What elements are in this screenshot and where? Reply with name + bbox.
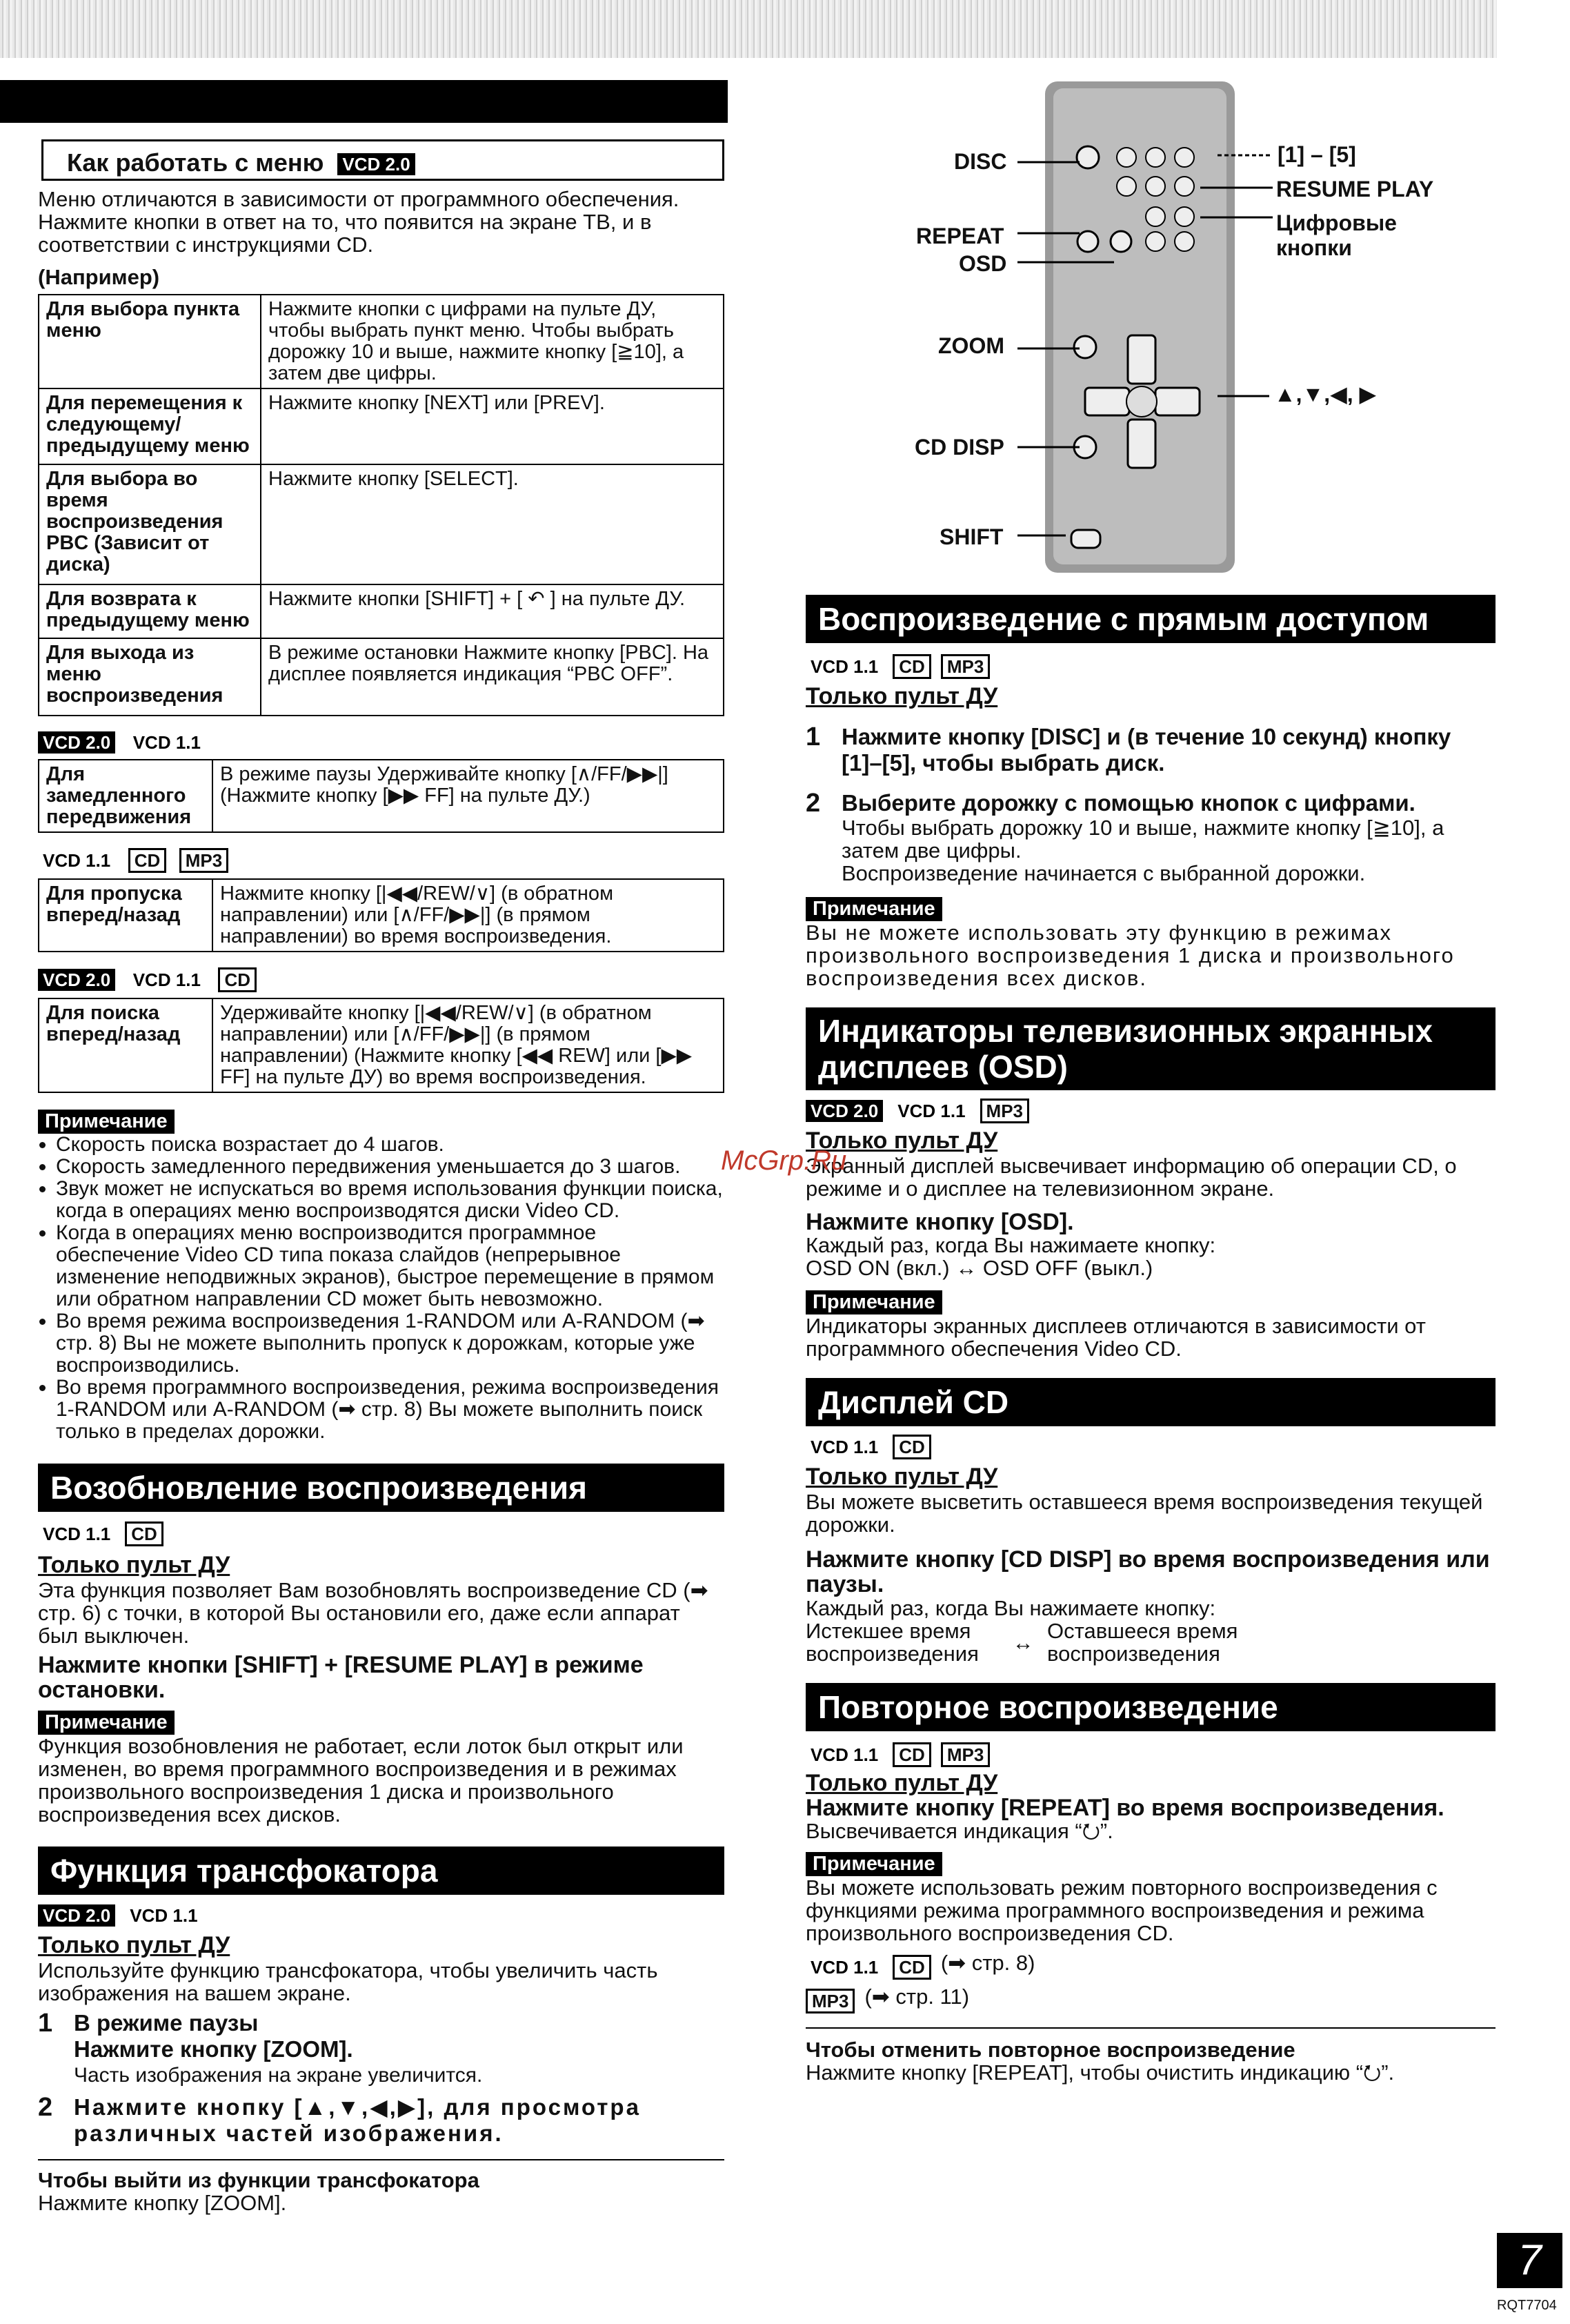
note-label: Примечание (806, 897, 942, 921)
step-text: Нажмите кнопку [ZOOM]. (74, 2036, 353, 2062)
list-item: • Когда в операциях меню воспроизводится программное обеспечение Video CD типа показа слайдов (непрерывное изменение неподвижных экранов), быстрое перемещение в прямом или обратном направлении CD может быть невозможно. (56, 1222, 724, 1310)
table-row (39, 464, 724, 584)
only-remote: Только пульт ДУ (38, 1932, 230, 1958)
row-head: Для выбора во время воспроизведения PBC (Зависит от диска) (39, 464, 261, 584)
step-text: Нажмите кнопку [DISC] и (в течение 10 секунд) кнопку [1]–[5], чтобы выбрать диск. (842, 724, 1451, 776)
resume-heading: Возобновление воспроизведения (38, 1464, 724, 1512)
cddisp-heading: Дисплей CD (806, 1378, 1496, 1426)
repeat-note: Вы можете использовать режим повторного воспроизведения с функциями режима программного воспроизведения и режима произвольного воспроизведения CD. (806, 1875, 1438, 1945)
vcd11-badge: VCD 1.1 (811, 1437, 879, 1457)
label-zoom: ZOOM (938, 333, 1004, 358)
row-head: Для выхода из меню воспроизведения (39, 638, 261, 716)
direct-step-2 (806, 790, 1496, 885)
label-cd-disp: CD DISP (915, 435, 1004, 460)
resume-note: Функция возобновления не работает, если лоток был открыт или изменен, во время программного воспроизведения и в режимах произвольного воспроизведения 1 диска и произвольного воспроизведения всех дисков. (38, 1734, 684, 1826)
mp3-badge: MP3 (806, 1989, 855, 2013)
label-resume-play: RESUME PLAY (1276, 177, 1434, 201)
cddisp-toggle (806, 1619, 1496, 1665)
osd-t1: Каждый раз, когда Вы нажимаете кнопку: (806, 1233, 1216, 1257)
zoom-text: Используйте функцию трансфокатора, чтобы увеличить часть изображения на вашем экране. (38, 1958, 658, 2005)
row-desc: В режиме остановки Нажмите кнопку [PBC]. На дисплее появляется индикация “PBC OFF”. (261, 638, 724, 716)
label-shift: SHIFT (940, 524, 1004, 549)
elapsed-time: Истекшее время воспроизведения (806, 1619, 979, 1666)
cancel-text: Нажмите кнопку [REPEAT], чтобы очистить индикацию “⭮”. (806, 2060, 1395, 2085)
vcd11-badge: VCD 1.1 (130, 1905, 198, 1926)
osd-heading: Индикаторы телевизионных экранных дисплеев (OSD) (806, 1007, 1496, 1090)
row-head: Для пропуска вперед/назад (39, 879, 212, 952)
step-number: 1 (806, 722, 821, 751)
only-remote: Только пульт ДУ (38, 1552, 230, 1578)
zoom-step-2 (38, 2094, 724, 2147)
ref-row (806, 1985, 1496, 2013)
step-number: 2 (38, 2093, 53, 2122)
vcd20-badge: VCD 2.0 (337, 153, 415, 175)
direct-step-1 (806, 724, 1496, 776)
vcd11-badge: VCD 1.1 (811, 1744, 879, 1765)
page-ref: (➡ стр. 11) (864, 1984, 970, 2009)
table-row (39, 998, 724, 1092)
cddisp-text: Вы можете высветить оставшееся время воспроизведения текущей дорожки. (806, 1490, 1483, 1537)
mp3-badge: MP3 (941, 1742, 990, 1767)
step-number: 2 (806, 789, 821, 818)
list-item: • Звук может не испускаться во время использования функции поиска, когда в операциях меню воспроизводятся диски Video CD. (56, 1178, 724, 1222)
vcd20-badge: VCD 2.0 (38, 969, 115, 991)
osd-text: Экранный дисплей высвечивает информацию об операции CD, о режиме и о дисплее на телевизионном экране. (806, 1154, 1457, 1201)
cd-badge: CD (218, 967, 257, 992)
toggle-arrow: ↔ (1012, 1630, 1034, 1655)
badge-row (38, 848, 724, 873)
list-item: • Во время режима воспроизведения 1-RANDOM или A-RANDOM (➡ стр. 8) Вы не можете выполнить пропуск к дорожкам, которые уже воспроизводились. (56, 1310, 724, 1377)
mp3-badge: MP3 (980, 1099, 1029, 1123)
osd-instruction: Нажмите кнопку [OSD]. (806, 1209, 1074, 1235)
direct-heading: Воспроизведение с прямым доступом (806, 595, 1496, 643)
right-column (806, 595, 1496, 2084)
label-repeat: REPEAT (916, 224, 1004, 248)
resume-text: Эта функция позволяет Вам возобновлять воспроизведение CD (➡ стр. 6) с точки, в которой Вы остановили его, даже если аппарат был выключен. (38, 1578, 708, 1648)
zoom-heading: Функция трансфокатора (38, 1847, 724, 1895)
zoom-exit (38, 2159, 724, 2214)
cd-badge: CD (893, 1955, 931, 1980)
example-label: (Например) (38, 265, 160, 289)
menu-title: Как работать с меню (67, 148, 324, 177)
row-desc: Нажмите кнопки [SHIFT] + [ ↶ ] на пульте ДУ. (261, 584, 724, 638)
mp3-badge: MP3 (941, 654, 990, 679)
table-row (39, 879, 724, 952)
row-desc: Удерживайте кнопку [|◀◀/REW/∨] (в обратном направлении) или [∧/FF/▶▶|] (в прямом направлении) (Нажмите кнопку [◀◀ REW] или [▶▶ FF] на пульте ДУ) во время воспроизведения. (212, 998, 724, 1092)
page-number: 7 (1497, 2233, 1562, 2288)
row-head: Для выбора пункта меню (39, 295, 261, 388)
exit-text: Нажмите кнопку [ZOOM]. (38, 2191, 287, 2215)
zoom-step-1 (38, 2010, 724, 2089)
list-item: • Скорость замедленного передвижения уменьшается до 3 шагов. (56, 1156, 724, 1178)
vcd11-badge: VCD 1.1 (132, 732, 201, 753)
step-text: В режиме паузы (74, 2010, 259, 2036)
step-text: Выберите дорожку с помощью кнопок с цифрами. (842, 790, 1415, 816)
list-item: • Скорость поиска возрастает до 4 шагов. (56, 1134, 724, 1156)
skip-table (38, 878, 724, 952)
list-item: • Во время программного воспроизведения, режима воспроизведения 1-RANDOM или A-RANDOM (➡ стр. 8) Вы можете выполнить поиск только в пределах дорожки. (56, 1377, 724, 1443)
row-desc: Нажмите кнопку [SELECT]. (261, 464, 724, 584)
menu-intro: Меню отличаются в зависимости от программного обеспечения. Нажмите кнопки в ответ на то, что появится на экране ТВ, и в соответствии с инструкциями CD. (38, 187, 679, 257)
repeat-cancel (806, 2027, 1496, 2084)
vcd11-badge: VCD 1.1 (811, 1956, 879, 1978)
callout-lines (993, 124, 1283, 566)
vcd20-badge: VCD 2.0 (806, 1100, 883, 1122)
menu-title-box (41, 139, 724, 181)
resume-instruction: Нажмите кнопки [SHIFT] + [RESUME PLAY] в режиме остановки. (38, 1652, 644, 1703)
header-bar (0, 80, 728, 123)
row-desc: В режиме паузы Удерживайте кнопку [∧/FF/▶▶|] (Нажмите кнопку [▶▶ FF] на пульте ДУ.) (212, 760, 724, 832)
osd-note: Индикаторы экранных дисплеев отличаются в зависимости от программного обеспечения Video CD. (806, 1314, 1426, 1361)
repeat-heading: Повторное воспроизведение (806, 1683, 1496, 1731)
cddisp-instruction: Нажмите кнопку [CD DISP] во время воспроизведения или паузы. (806, 1546, 1490, 1597)
slow-table (38, 759, 724, 833)
note-label: Примечание (38, 1110, 175, 1134)
row-head: Для перемещения к следующему/ предыдущему меню (39, 388, 261, 464)
only-remote: Только пульт ДУ (806, 1464, 998, 1490)
exit-heading: Чтобы выйти из функции трансфокатора (38, 2168, 479, 2192)
row-desc: Нажмите кнопки с цифрами на пульте ДУ, чтобы выбрать пункт меню. Чтобы выбрать дорожку 10 и выше, нажмите кнопку [≧10], а затем две цифры. (261, 295, 724, 388)
scan-texture-band (0, 0, 1497, 58)
cd-badge: CD (128, 848, 167, 873)
vcd20-badge: VCD 2.0 (38, 731, 115, 754)
cd-badge: CD (893, 654, 931, 679)
cancel-heading: Чтобы отменить повторное воспроизведение (806, 2037, 1295, 2062)
row-head: Для замедленного передвижения (39, 760, 212, 832)
note-label: Примечание (806, 1290, 942, 1314)
table-row (39, 584, 724, 638)
search-table (38, 998, 724, 1093)
direct-note: Вы не можете использовать эту функцию в режимах произвольного воспроизведения 1 диска и произвольного воспроизведения всех дисков. (806, 920, 1455, 990)
table-row (39, 760, 724, 832)
vcd11-badge: VCD 1.1 (897, 1101, 966, 1121)
cd-badge: CD (893, 1742, 931, 1767)
step-text: Нажмите кнопку [▲,▼,◀,▶], для просмотра различных частей изображения. (74, 2094, 641, 2146)
label-range: [1] – [5] (1278, 142, 1356, 167)
only-remote: Только пульт ДУ (806, 1770, 998, 1796)
ref-row (806, 1951, 1496, 1980)
row-desc: Нажмите кнопку [NEXT] или [PREV]. (261, 388, 724, 464)
step-sub: Часть изображения на экране увеличится. (74, 2064, 483, 2087)
cd-badge: CD (893, 1435, 931, 1459)
remaining-time: Оставшееся время воспроизведения (1047, 1619, 1238, 1666)
row-desc: Нажмите кнопку [|◀◀/REW/∨] (в обратном направлении) или [∧/FF/▶▶|] (в прямом направлении) во время воспроизведения. (212, 879, 724, 952)
badge-row (38, 967, 724, 992)
vcd11-badge: VCD 1.1 (43, 850, 111, 871)
document-code: RQT7704 (1497, 2298, 1557, 2313)
cd-badge: CD (125, 1522, 163, 1546)
row-head: Для поиска вперед/назад (39, 998, 212, 1092)
vcd11-badge: VCD 1.1 (811, 656, 879, 677)
watermark: McGrp.Ru (721, 1145, 847, 1176)
step-number: 1 (38, 2009, 53, 2038)
vcd20-badge: VCD 2.0 (38, 1904, 115, 1927)
osd-t2: OSD ON (вкл.) ↔ OSD OFF (выкл.) (806, 1256, 1153, 1280)
repeat-t1: Высвечивается индикация “⭮”. (806, 1819, 1113, 1843)
table-row (39, 295, 724, 388)
label-osd: OSD (959, 251, 1007, 276)
notes-list (38, 1134, 724, 1443)
repeat-instruction: Нажмите кнопку [REPEAT] во время воспроизведения. (806, 1795, 1444, 1821)
menu-section (38, 188, 724, 2214)
step-sub: Чтобы выбрать дорожку 10 и выше, нажмите кнопку [≧10], а затем две цифры. (842, 816, 1444, 863)
table-row (39, 388, 724, 464)
table-row (39, 638, 724, 716)
vcd11-badge: VCD 1.1 (43, 1524, 111, 1544)
only-remote: Только пульт ДУ (806, 683, 998, 709)
note-label: Примечание (806, 1852, 942, 1876)
page-ref: (➡ стр. 8) (940, 1951, 1035, 1975)
label-arrows: ▲,▼,◀, ▶ (1274, 382, 1377, 406)
row-head: Для возврата к предыдущему меню (39, 584, 261, 638)
badge-row (38, 731, 724, 754)
menu-table (38, 294, 724, 716)
only-remote: Только пульт ДУ (806, 1127, 998, 1154)
step-sub: Воспроизведение начинается с выбранной дорожки. (842, 861, 1366, 885)
note-label: Примечание (38, 1711, 175, 1735)
label-disc: DISC (954, 149, 1007, 174)
mp3-badge: MP3 (179, 848, 228, 873)
label-digits: Цифровые кнопки (1276, 210, 1397, 260)
cddisp-t1: Каждый раз, когда Вы нажимаете кнопку: (806, 1596, 1216, 1620)
vcd11-badge: VCD 1.1 (132, 969, 201, 990)
